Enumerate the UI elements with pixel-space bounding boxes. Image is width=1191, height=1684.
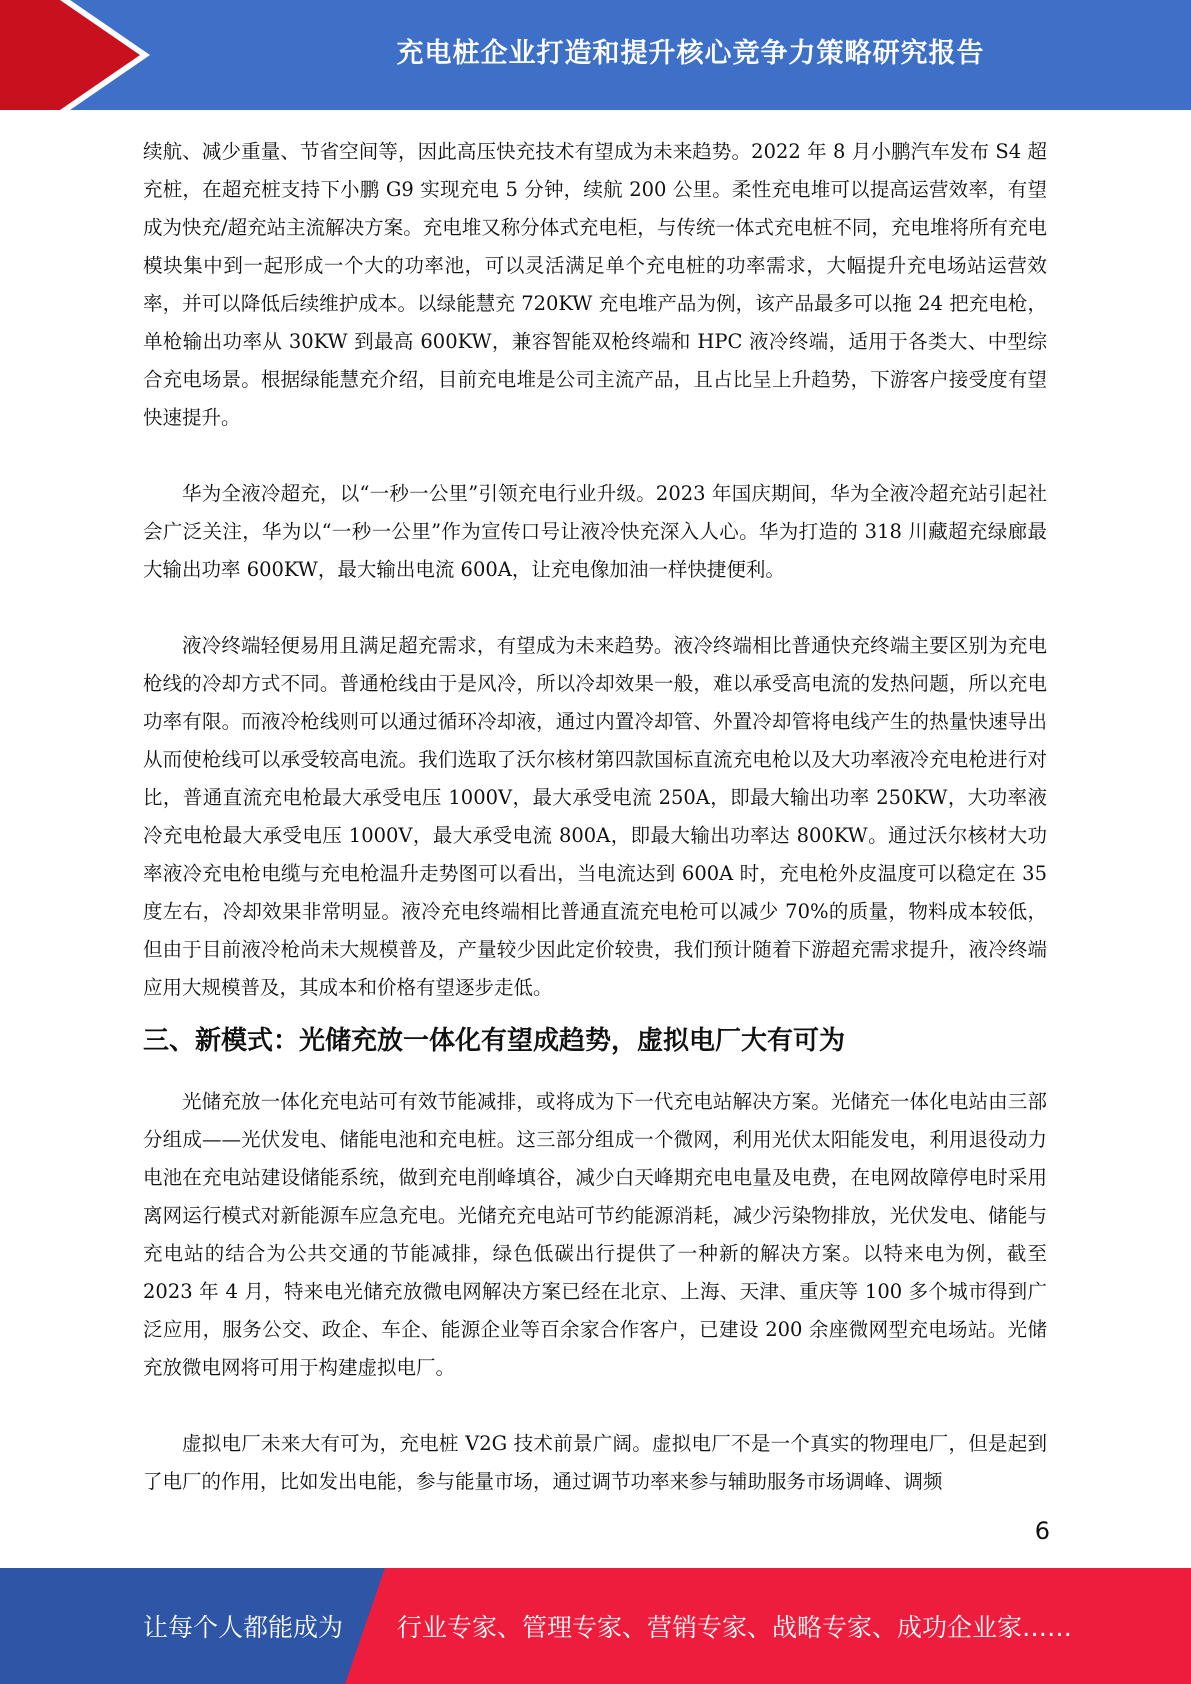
paragraph-3: 液冷终端轻便易用且满足超充需求，有望成为未来趋势。液冷终端相比普通快充终端主要区别为充电枪线的冷却方式不同。普通枪线由于是风冷，所以冷却效果一般，难以承受高电流的发热问题，所以充电功率有限。而液冷枪线则可以通过循环冷却液，通过内置冷却管、外置冷却管将电线产生的热量快速导出从而使枪线可以承受较高电流。我们选取了沃尔核材第四款国标直流充电枪以及大功率液冷充电枪进行对比，普通直流充电枪最大承受电压 1000V，最大承受电流 250A，即最大输出功率 250KW，大功率液冷充电枪最大承受电压 1000V，最大承受电流 800A，即最大输出功率达 800KW。通过沃尔核材大功率液冷充电枪电缆与充电枪温升走势图可以看出，当电流达到 600A 时，充电枪外皮温度可以稳定在 35 度左右，冷却效果非常明显。液冷充电终端相比普通直流充电枪可以减少 70%的质量，物料成本较低，但由于目前液冷枪尚未大规模普及，产量较少因此定价较贵，我们预计随着下游超充需求提升，液冷终端应用大规模普及，其成本和价格有望逐步走低。 bbox=[143, 634, 1047, 999]
paragraph-1: 续航、减少重量、节省空间等，因此高压快充技术有望成为未来趋势。2022 年 8 月小鹏汽车发布 S4 超充桩，在超充桩支持下小鹏 G9 实现充电 5 分钟，续航 200 公里。柔性充电堆可以提高运营效率，有望成为快充/超充站主流解决方案。充电堆又称分体式充电柜，与传统一体式充电桩不同，充电堆将所有充电模块集中到一起形成一个大的功率池，可以灵活满足单个充电桩的功率需求，大幅提升充电场站运营效率，并可以降低后续维护成本。以绿能慧充 720KW 充电堆产品为例，该产品最多可以拖 24 把充电枪，单枪输出功率从 30KW 到最高 600KW，兼容智能双枪终端和 HPC 液冷终端，适用于各类大、中型综合充电场景。根据绿能慧充介绍，目前充电堆是公司主流产品，且占比呈上升趋势，下游客户接受度有望快速提升。 bbox=[143, 140, 1047, 429]
report-title: 充电桩企业打造和提升核心竞争力策略研究报告 bbox=[396, 37, 985, 69]
paragraph-2: 华为全液冷超充，以“一秒一公里”引领充电行业升级。2023 年国庆期间，华为全液冷超充站引起社会广泛关注，华为以“一秒一公里”作为宣传口号让液冷快充深入人心。华为打造的 318 川藏超充绿廊最大输出功率 600KW，最大输出电流 600A，让充电像加油一样快捷便利。 bbox=[143, 482, 1047, 581]
page-header bbox=[0, 0, 1191, 110]
paragraph-5: 虚拟电厂未来大有可为，充电桩 V2G 技术前景广阔。虚拟电厂不是一个真实的物理电厂，但是起到了电厂的作用，比如发出电能，参与能量市场，通过调节功率来参与辅助服务市场调峰、调频 bbox=[143, 1432, 1047, 1493]
page-footer bbox=[0, 1568, 1191, 1684]
page-number: 6 bbox=[1034, 1517, 1050, 1545]
footer-slogan-left: 让每个人都能成为 bbox=[143, 1613, 344, 1642]
header-chevron-decoration bbox=[0, 0, 150, 110]
document-body bbox=[143, 133, 1047, 1501]
section-heading: 三、新模式：光储充放一体化有望成趋势，虚拟电厂大有可为 bbox=[143, 1026, 846, 1056]
paragraph-4: 光储充放一体化充电站可有效节能减排，或将成为下一代充电站解决方案。光储充一体化电站由三部分组成——光伏发电、储能电池和充电桩。这三部分组成一个微网，利用光伏太阳能发电，利用退役动力电池在充电站建设储能系统，做到充电削峰填谷，减少白天峰期充电电量及电费，在电网故障停电时采用离网运行模式对新能源车应急充电。光储充充电站可节约能源消耗，减少污染物排放，光伏发电、储能与充电站的结合为公共交通的节能减排，绿色低碳出行提供了一种新的解决方案。以特来电为例，截至 2023 年 4 月，特来电光储充放微电网解决方案已经在北京、上海、天津、重庆等 100 多个城市得到广泛应用，服务公交、政企、车企、能源企业等百余家合作客户，已建设 200 余座微网型充电场站。光储充放微电网将可用于构建虚拟电厂。 bbox=[143, 1090, 1047, 1379]
footer-slogan-right: 行业专家、管理专家、营销专家、战略专家、成功企业家…… bbox=[397, 1613, 1073, 1642]
